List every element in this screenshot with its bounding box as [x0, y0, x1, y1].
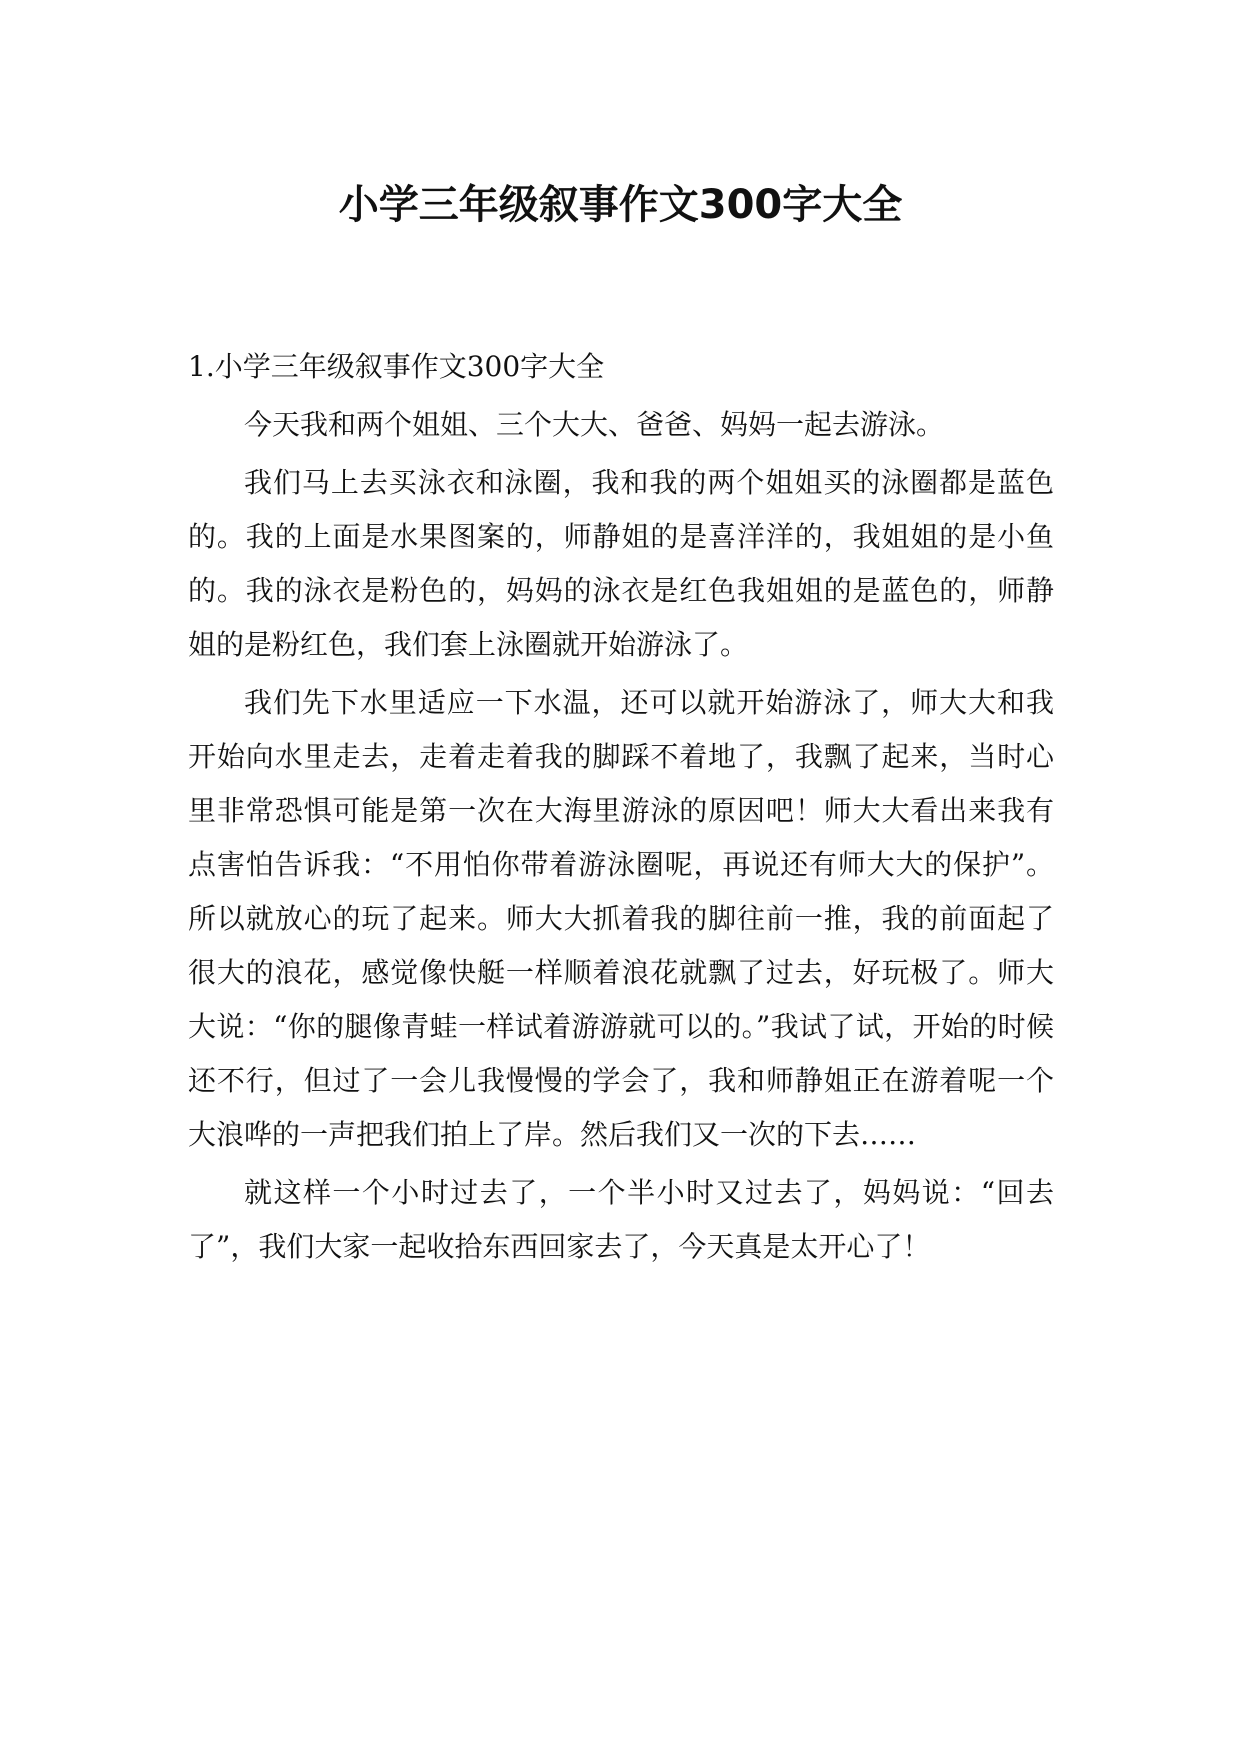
paragraph-4: 就这样一个小时过去了，一个半小时又过去了，妈妈说：“回去了”，我们大家一起收拾东西回家去了，今天真是太开心了！: [188, 1176, 1054, 1263]
document-body: [188, 340, 1054, 1274]
section-heading: 1.小学三年级叙事作文300字大全: [188, 350, 605, 383]
document-title: 小学三年级叙事作文300字大全: [338, 181, 903, 228]
paragraph-2: 我们马上去买泳衣和泳圈，我和我的两个姐姐买的泳圈都是蓝色的。我的上面是水果图案的，师静姐的是喜洋洋的，我姐姐的是小鱼的。我的泳衣是粉色的，妈妈的泳衣是红色我姐姐的是蓝色的，师静姐的是粉红色，我们套上泳圈就开始游泳了。: [188, 466, 1054, 661]
paragraph-1: 今天我和两个姐姐、三个大大、爸爸、妈妈一起去游泳。: [244, 408, 945, 441]
paragraph-3: 我们先下水里适应一下水温，还可以就开始游泳了，师大大和我开始向水里走去，走着走着我的脚踩不着地了，我飘了起来，当时心里非常恐惧可能是第一次在大海里游泳的原因吧！师大大看出来我有点害怕告诉我：“不用怕你带着游泳圈呢，再说还有师大大的保护”。所以就放心的玩了起来。师大大抓着我的脚往前一推，我的前面起了很大的浪花，感觉像快艇一样顺着浪花就飘了过去，好玩极了。师大大说：“你的腿像青蛙一样试着游游就可以的。”我试了试，开始的时候还不行，但过了一会儿我慢慢的学会了，我和师静姐正在游着呢一个大浪哗的一声把我们拍上了岸。然后我们又一次的下去……: [188, 686, 1054, 1151]
